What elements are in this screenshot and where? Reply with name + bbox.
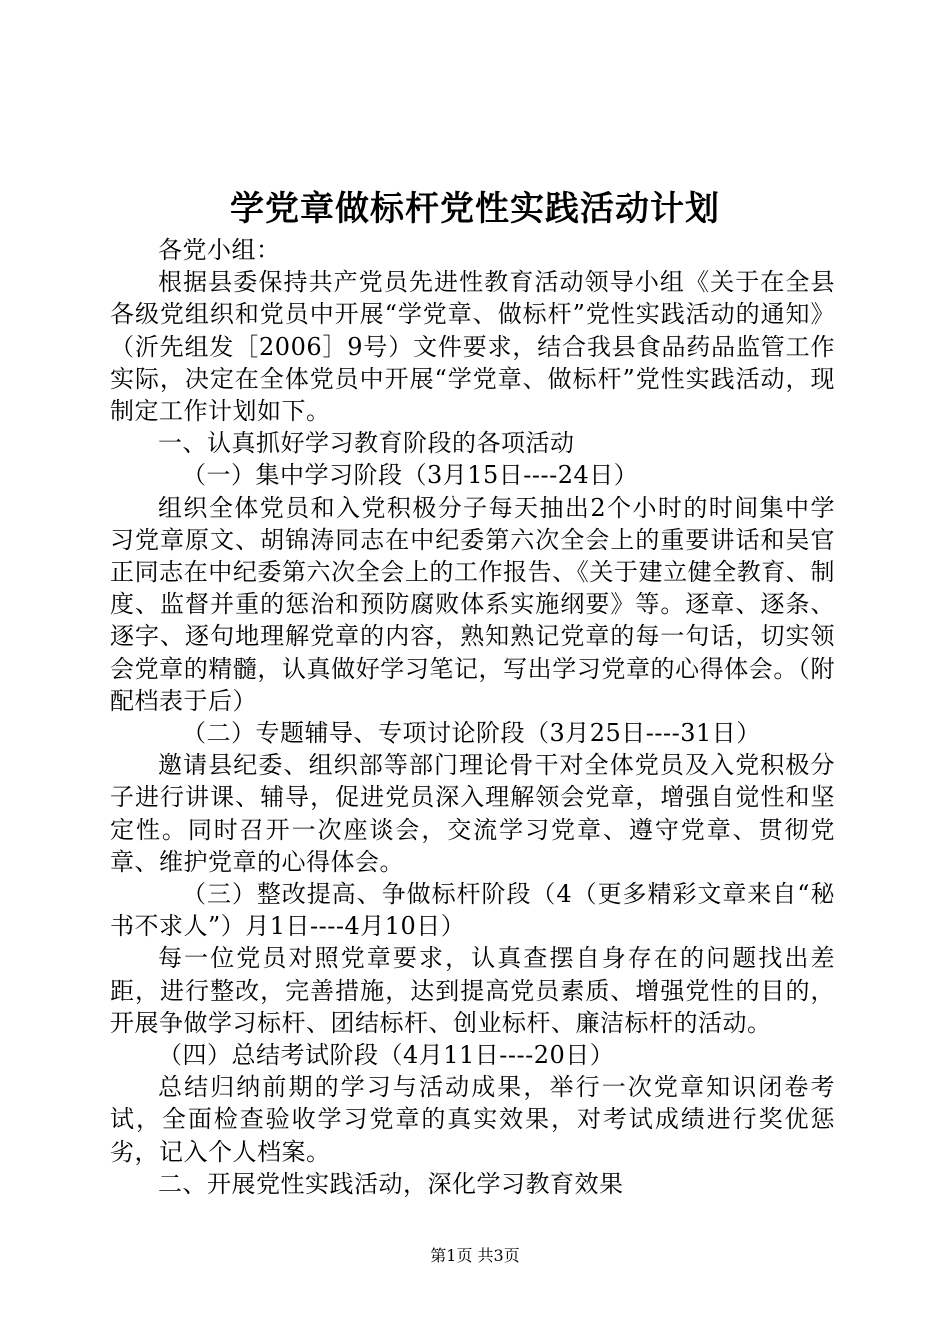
subsection-heading-2: （二）专题辅导、专项讨论阶段（3月25日----31日）: [182, 719, 761, 748]
subsection-heading-4: （四）总结考试阶段（4月11日----20日）: [158, 1041, 615, 1070]
section-heading-2: 二、开展党性实践活动，深化学习教育效果: [158, 1169, 624, 1198]
body-paragraph: 总结归纳前期的学习与活动成果，举行一次党章知识闭卷考试，全面检查验收学习党章的真实效果，对考试成绩进行奖优惩劣，记入个人档案。: [110, 1073, 835, 1166]
document-body: [110, 234, 835, 1200]
salutation: 各党小组：: [158, 236, 281, 264]
body-paragraph: 每一位党员对照党章要求，认真查摆自身存在的问题找出差距，进行整改，完善措施，达到提高党员素质、增强党性的目的，开展争做学习标杆、团结标杆、创业标杆、廉洁标杆的活动。: [110, 944, 835, 1037]
subsection-heading-3: （三）整改提高、争做标杆阶段（4（更多精彩文章来自“秘书不求人”）月1日----4月10日）: [110, 880, 835, 941]
body-paragraph: 组织全体党员和入党积极分子每天抽出2个小时的时间集中学习党章原文、胡锦涛同志在中纪委第六次全会上的重要讲话和吴官正同志在中纪委第六次全会上的工作报告、《关于建立健全教育、制度、监督并重的惩治和预防腐败体系实施纲要》等。逐章、逐条、逐字、逐句地理解党章的内容，熟知熟记党章的每一句话，切实领会党章的精髓，认真做好学习笔记，写出学习党章的心得体会。（附配档表于后）: [110, 493, 835, 715]
subsection-heading-1: （一）集中学习阶段（3月15日----24日）: [182, 461, 639, 490]
body-paragraph: 邀请县纪委、组织部等部门理论骨干对全体党员及入党积极分子进行讲课、辅导，促进党员深入理解领会党章，增强自觉性和坚定性。同时召开一次座谈会，交流学习党章、遵守党章、贯彻党章、维护党章的心得体会。: [110, 751, 835, 876]
intro-paragraph: 根据县委保持共产党员先进性教育活动领导小组《关于在全县各级党组织和党员中开展“学党章、做标杆”党性实践活动的通知》（沂先组发［2006］9号）文件要求，结合我县食品药品监管工作实际，决定在全体党员中开展“学党章、做标杆”党性实践活动，现制定工作计划如下。: [110, 268, 835, 426]
page-footer: 第1页 共3页: [430, 1246, 520, 1265]
section-heading-1: 一、认真抓好学习教育阶段的各项活动: [158, 429, 575, 458]
document-title: 学党章做标杆党性实践活动计划: [230, 189, 720, 229]
